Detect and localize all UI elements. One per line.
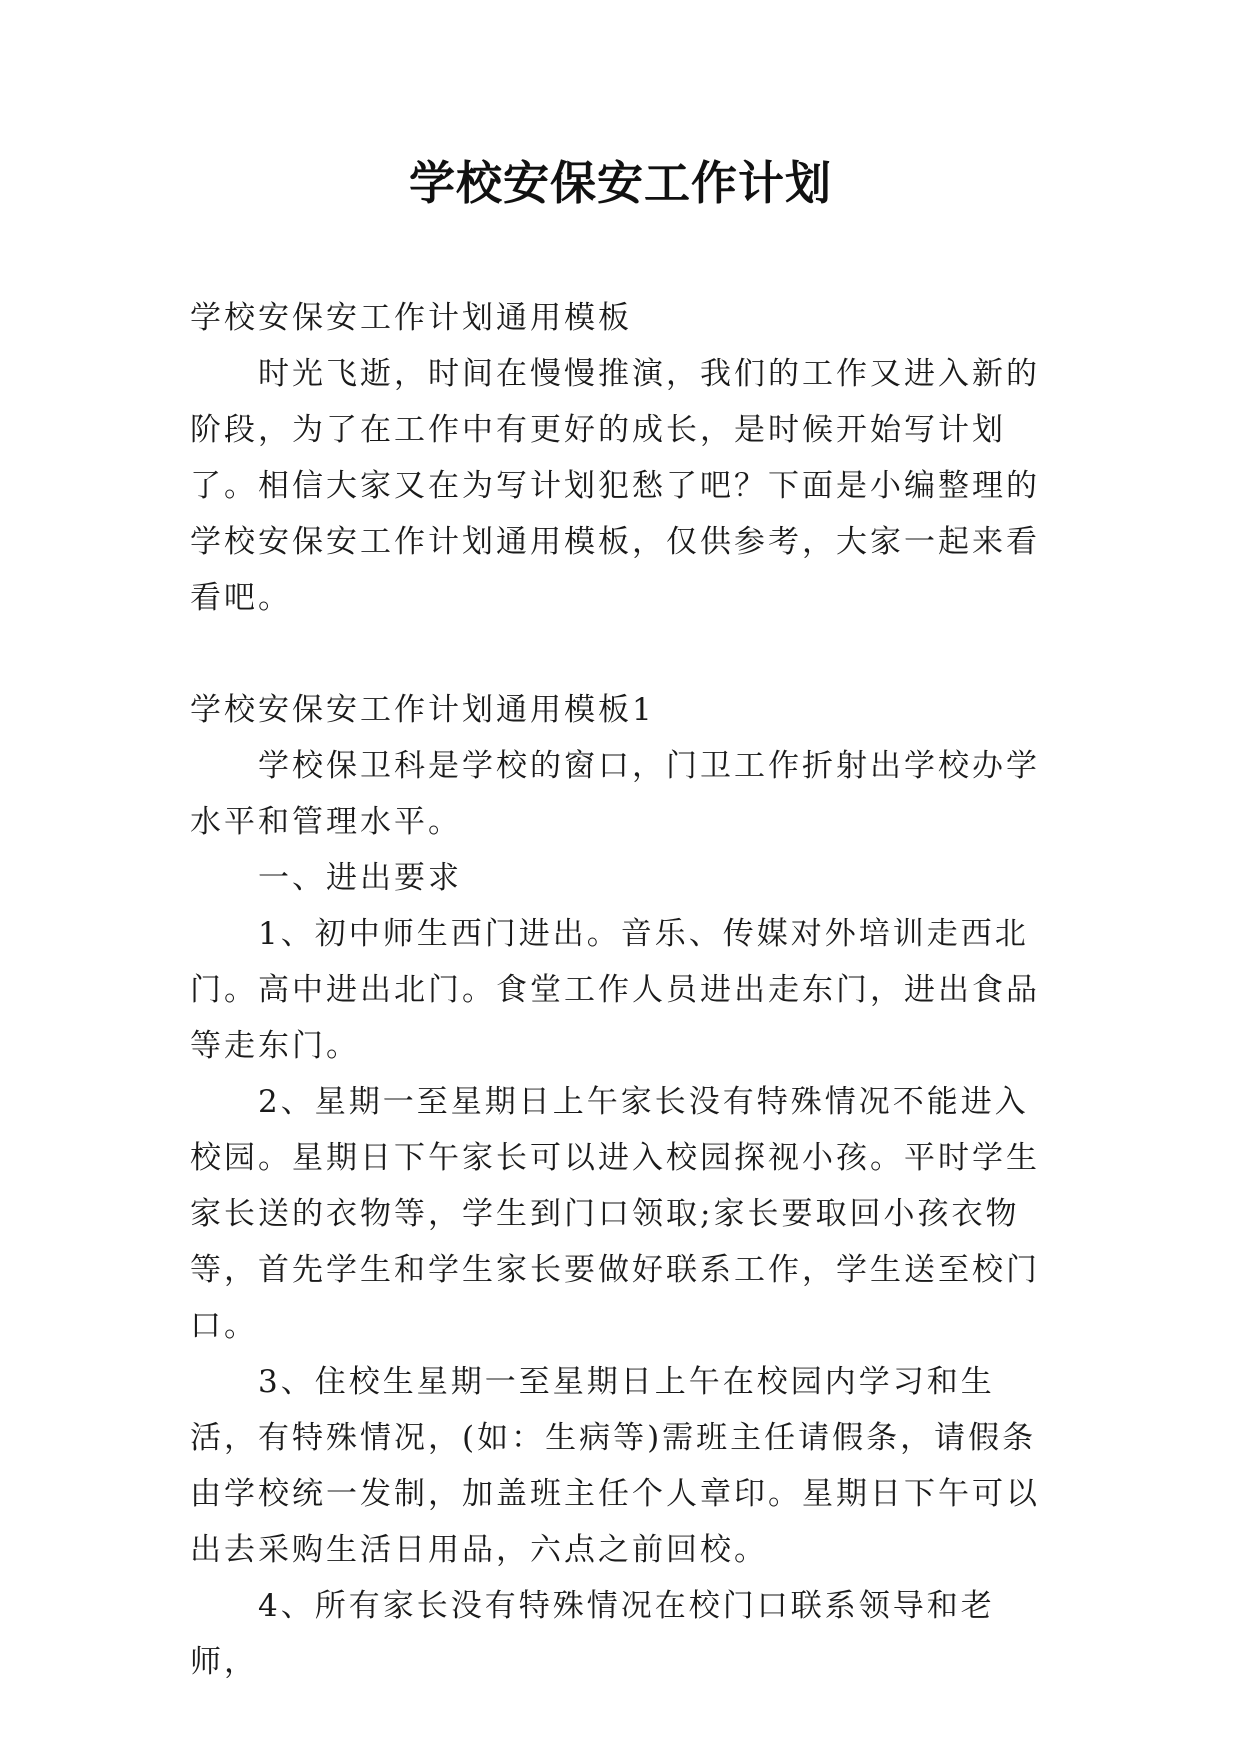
list-item-1: 1、初中师生西门进出。音乐、传媒对外培训走西北门。高中进出北门。食堂工作人员进出走东门，进出食品等走东门。 (190, 916, 1040, 1064)
paragraph-gap (190, 626, 1050, 682)
section-heading: 学校安保安工作计划通用模板1 (190, 692, 655, 728)
intro-paragraph: 时光飞逝，时间在慢慢推演，我们的工作又进入新的阶段，为了在工作中有更好的成长，是时候开始写计划了。相信大家又在为写计划犯愁了吧？下面是小编整理的学校安保安工作计划通用模板，仅供参考，大家一起来看看吧。 (190, 356, 1040, 616)
list-heading: 一、进出要求 (258, 860, 462, 896)
list-item-4: 4、所有家长没有特殊情况在校门口联系领导和老师， (190, 1588, 995, 1680)
subtitle-line: 学校安保安工作计划通用模板 (190, 300, 632, 336)
document-body (190, 290, 1050, 1690)
list-item-2: 2、星期一至星期日上午家长没有特殊情况不能进入校园。星期日下午家长可以进入校园探视小孩。平时学生家长送的衣物等，学生到门口领取;家长要取回小孩衣物等，首先学生和学生家长要做好联系工作，学生送至校门口。 (190, 1084, 1040, 1344)
body-paragraph: 学校保卫科是学校的窗口，门卫工作折射出学校办学水平和管理水平。 (190, 748, 1040, 840)
document-title: 学校安保安工作计划 (409, 156, 832, 210)
list-item-3: 3、住校生星期一至星期日上午在校园内学习和生活，有特殊情况，(如：生病等)需班主任请假条，请假条由学校统一发制，加盖班主任个人章印。星期日下午可以出去采购生活日用品，六点之前回校。 (190, 1364, 1040, 1568)
